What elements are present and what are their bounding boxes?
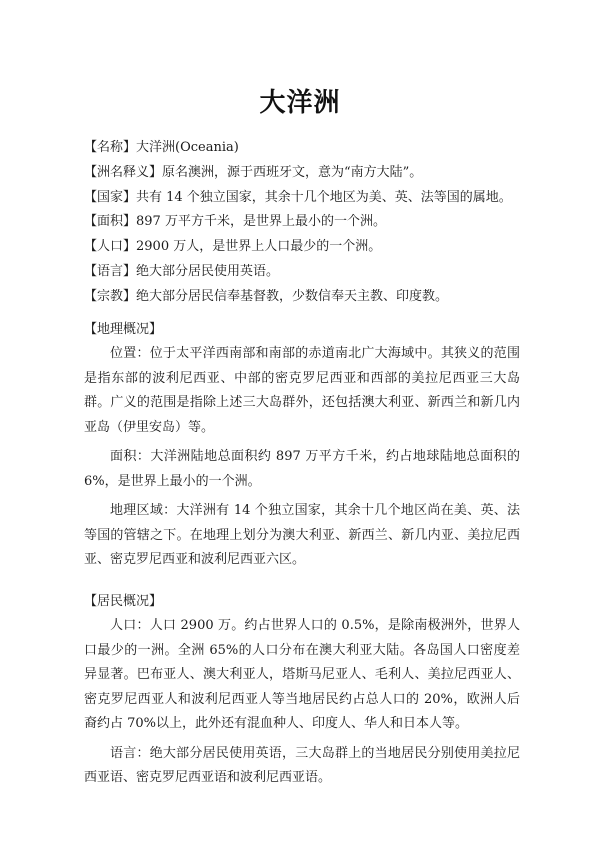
residents-population-paragraph: 人口：人口 2900 万。约占世界人口的 0.5%，是除南极洲外，世界人口最少的一洲。全洲 65%的人口分布在澳大利亚大陆。各岛国人口密度差异显著。巴布亚人、澳大利亚人，塔斯马尼亚人、毛利人、美拉尼西亚人、密克罗尼西亚人和波利尼西亚人等当地居民约占总人口的 20%，欧洲人后裔约占 70%以上，此外还有混血种人、印度人、华人和日本人等。 xyxy=(84,618,520,731)
page-title: 大洋洲 xyxy=(259,88,341,118)
info-religion: 【宗教】绝大部分居民信奉基督教，少数信奉天主教、印度教。 xyxy=(84,288,449,304)
info-list xyxy=(84,136,524,310)
geography-section xyxy=(84,318,520,573)
info-name: 【名称】大洋洲(Oceania) xyxy=(84,140,239,155)
residents-section xyxy=(84,590,520,791)
geography-regions-paragraph: 地理区域：大洋洲有 14 个独立国家，其余十几个地区尚在美、英、法等国的管辖之下。在地理上划分为澳大利亚、新西兰、新几内亚、美拉尼西亚、密克罗尼西亚和波利尼西亚六区。 xyxy=(84,503,520,567)
geography-heading: 【地理概况】 xyxy=(84,322,163,337)
residents-language-paragraph: 语言：绝大部分居民使用英语，三大岛群上的当地居民分别使用美拉尼西亚语、密克罗尼西亚语和波利尼西亚语。 xyxy=(84,745,520,785)
residents-heading: 【居民概况】 xyxy=(84,594,163,609)
info-population: 【人口】2900 万人，是世界上人口最少的一个洲。 xyxy=(84,239,382,255)
info-area: 【面积】897 万平方千米，是世界上最小的一个洲。 xyxy=(84,214,386,230)
geography-area-paragraph: 面积：大洋洲陆地总面积约 897 万平方千米，约占地球陆地总面积的 6%，是世界上最小的一个洲。 xyxy=(84,449,520,489)
geography-location-paragraph: 位置：位于太平洋西南部和南部的赤道南北广大海域中。其狭义的范围是指东部的波利尼西亚、中部的密克罗尼西亚和西部的美拉尼西亚三大岛群。广义的范围是指除上述三大岛群外，还包括澳大利亚、新西兰和新几内亚岛（伊里安岛）等。 xyxy=(84,346,520,435)
info-language: 【语言】绝大部分居民使用英语。 xyxy=(84,263,280,279)
info-countries: 【国家】共有 14 个独立国家，其余十几个地区为美、英、法等国的属地。 xyxy=(84,189,512,205)
info-name-meaning: 【洲名释义】原名澳洲，源于西班牙文，意为“南方大陆”。 xyxy=(84,164,423,180)
